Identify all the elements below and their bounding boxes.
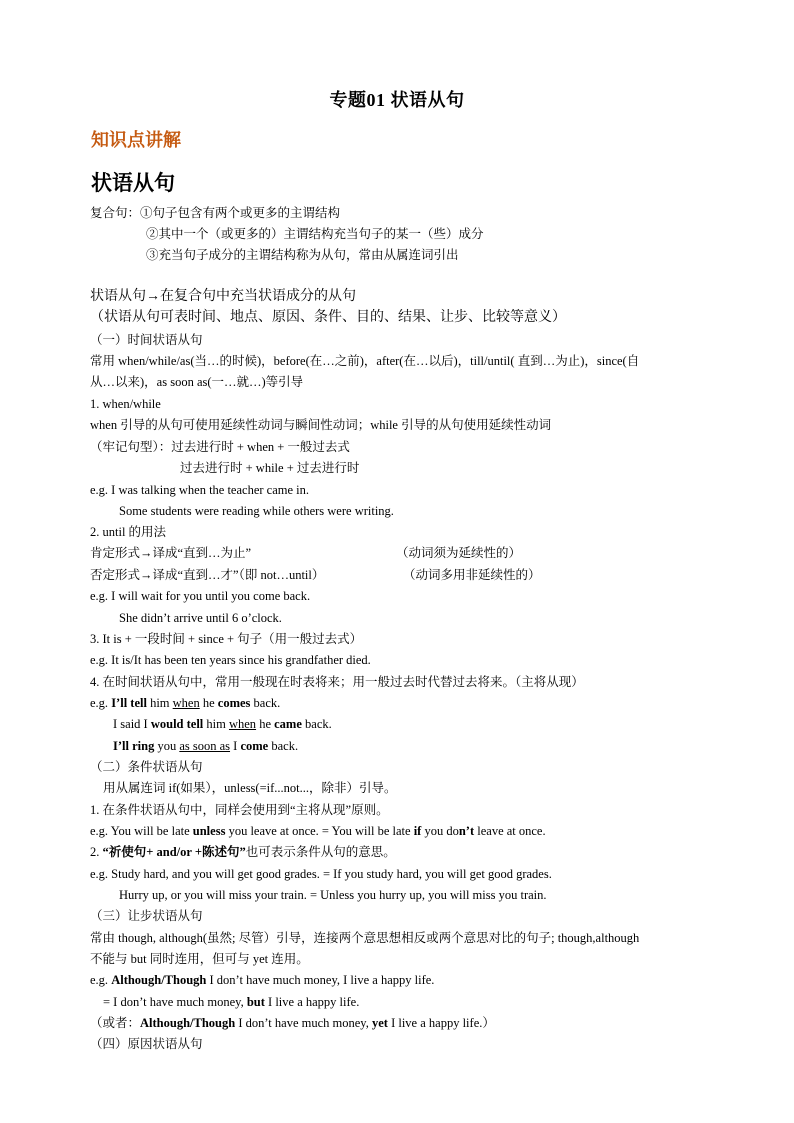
text-span: leave at once. xyxy=(474,824,546,838)
text-span: I don’t have much money, I live a happy life. xyxy=(206,973,435,987)
text-span: I xyxy=(230,739,241,753)
text-line: 4. 在时间状语从句中，常用一般现在时表将来；用一般过去时代替过去将来。（主将从现） xyxy=(90,675,584,689)
text-span: you leave at once. = You will be late xyxy=(225,824,414,838)
text-line: 复合句：①句子包含有两个或更多的主谓结构 xyxy=(90,206,341,220)
subsection-heading: （二）条件状语从句 xyxy=(90,760,203,774)
example-line: e.g. I was talking when the teacher came in. xyxy=(90,483,310,497)
example-line xyxy=(113,738,298,754)
example-line xyxy=(90,695,280,711)
text-line: 3. It is + 一段时间 + since + 句子（用一般过去式） xyxy=(90,632,363,646)
text-line xyxy=(90,844,396,860)
text-line: when 引导的从句可使用延续性动词与瞬间性动词；while 引导的从句使用延续性动词 xyxy=(90,418,552,432)
text-line: 1. 在条件状语从句中，同样会使用到“主将从现”原则。 xyxy=(90,803,389,817)
example-line: She didn’t arrive until 6 o’clock. xyxy=(119,611,282,625)
text-line: 常由 though, although(虽然; 尽管）引导，连接两个意思想相反或两个意思对比的句子; though,although xyxy=(90,931,640,945)
text-span: as soon as xyxy=(179,739,231,753)
text-line: 从…以来)，as soon as(一…就…)等引导 xyxy=(90,375,304,389)
text-span: = I don’t have much money, xyxy=(103,995,247,1009)
example-line xyxy=(90,823,546,839)
text-span: Although/Though xyxy=(111,973,207,987)
text-span: I’ll tell xyxy=(111,696,147,710)
text-span: e.g. xyxy=(90,973,112,987)
text-span: when xyxy=(228,717,257,731)
text-line: 常用 when/while/as(当…的时候)，before(在…之前)，after(在…以后)，till/until( 直到…为止)，since(自 xyxy=(90,354,640,368)
text-span: but xyxy=(246,995,265,1009)
text-span: comes xyxy=(217,696,251,710)
example-line xyxy=(103,994,359,1010)
text-span: “祈使句+ and/or +陈述句” xyxy=(102,845,246,859)
text-span: you xyxy=(154,739,180,753)
text-line: 肯定形式→译成“直到…为止” xyxy=(90,546,252,560)
example-line xyxy=(90,1015,495,1031)
text-span: I don’t have much money, xyxy=(235,1016,372,1030)
example-line: Hurry up, or you will miss your train. = Unless you hurry up, you will miss you train. xyxy=(119,888,547,902)
text-span: I said I xyxy=(113,717,151,731)
subsection-heading: （三）让步状语从句 xyxy=(90,909,203,923)
text-span: unless xyxy=(192,824,226,838)
text-line: 不能与 but 同时连用，但可与 yet 连用。 xyxy=(90,952,309,966)
text-span: I live a happy life. xyxy=(264,995,360,1009)
text-span: yet xyxy=(371,1016,388,1030)
text-span: came xyxy=(274,717,302,731)
text-span: him xyxy=(146,696,173,710)
text-span: back. xyxy=(268,739,299,753)
text-span: he xyxy=(199,696,218,710)
text-span: you do xyxy=(421,824,459,838)
text-span: （或者： xyxy=(90,1016,141,1030)
text-line: 否定形式→译成“直到…才”（即 not…until） xyxy=(90,568,325,582)
text-span: he xyxy=(256,717,275,731)
text-span: I’ll ring xyxy=(113,739,155,753)
subsection-heading: （一）时间状语从句 xyxy=(90,333,203,347)
text-span: I live a happy life.） xyxy=(387,1016,495,1030)
example-line: e.g. It is/It has been ten years since his grandfather died. xyxy=(90,653,371,667)
text-line: ②其中一个（或更多的）主谓结构充当句子的某一（些）成分 xyxy=(146,227,484,241)
text-span: e.g. xyxy=(90,696,112,710)
text-line: （状语从句可表时间、地点、原因、条件、目的、结果、让步、比较等意义） xyxy=(90,310,566,325)
text-span: 也可表示条件从句的意思。 xyxy=(245,845,396,859)
text-span: e.g. You will be late xyxy=(90,824,193,838)
text-line-note: （动词多用非延续性的） xyxy=(403,568,541,582)
text-span: Although/Though xyxy=(140,1016,236,1030)
text-span: come xyxy=(240,739,269,753)
text-line: 状语从句→在复合句中充当状语成分的从句 xyxy=(90,289,356,304)
text-span: back. xyxy=(250,696,281,710)
text-span: if xyxy=(413,824,422,838)
main-heading: 状语从句 xyxy=(91,171,175,195)
text-span: him xyxy=(203,717,229,731)
text-span: 2. xyxy=(90,845,103,859)
text-line: 用从属连词 if(如果），unless(=if...not...，除非）引导。 xyxy=(103,781,397,795)
text-line: 2. until 的用法 xyxy=(90,525,167,539)
text-line: 1. when/while xyxy=(90,397,161,411)
example-line: e.g. I will wait for you until you come back. xyxy=(90,589,311,603)
text-line: ③充当句子成分的主谓结构称为从句，常由从属连词引出 xyxy=(146,248,459,262)
text-line: （牢记句型）：过去进行时 + when + 一般过去式 xyxy=(90,440,350,454)
example-line xyxy=(90,972,434,988)
section-heading: 知识点讲解 xyxy=(91,130,181,150)
text-line: 过去进行时 + while + 过去进行时 xyxy=(180,461,360,475)
example-line: Some students were reading while others were writing. xyxy=(119,504,394,518)
text-span: would tell xyxy=(150,717,204,731)
text-span: n’t xyxy=(458,824,475,838)
text-line-note: （动词须为延续性的） xyxy=(396,546,522,560)
page-title: 专题01 状语从句 xyxy=(329,90,465,110)
example-line xyxy=(113,716,332,732)
text-span: back. xyxy=(301,717,332,731)
text-span: when xyxy=(172,696,200,710)
subsection-heading: （四）原因状语从句 xyxy=(90,1037,203,1051)
example-line: e.g. Study hard, and you will get good grades. = If you study hard, you will get good grades. xyxy=(90,867,552,881)
